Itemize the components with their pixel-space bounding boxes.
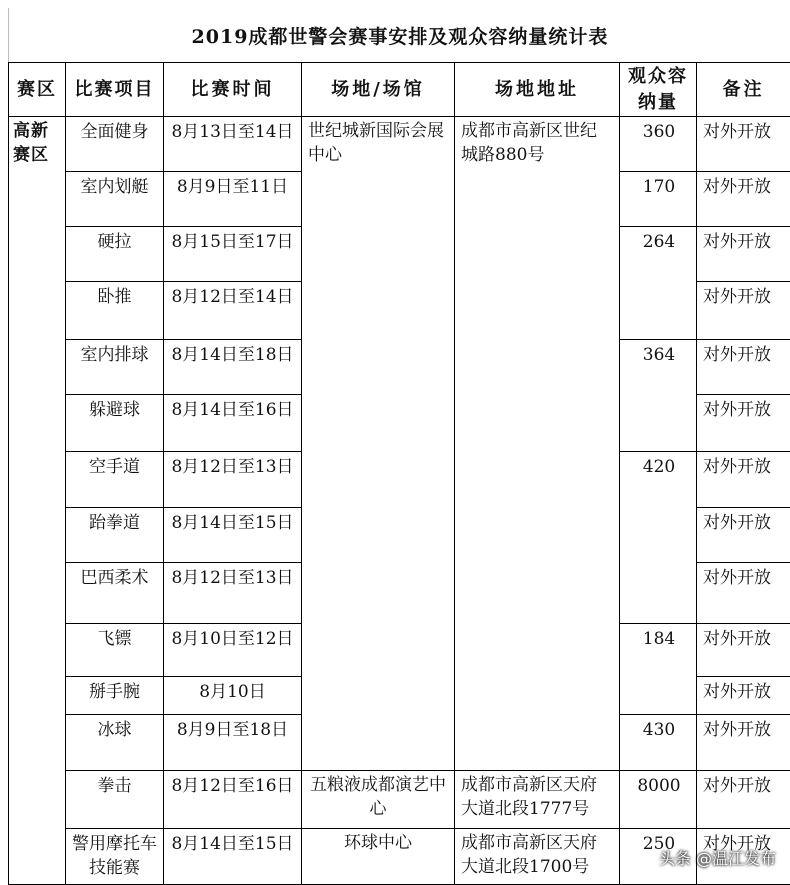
watermark: 头条 @温江发布 [659,846,776,869]
event-time: 8月14日至15日 [164,508,301,535]
time-cell [164,677,302,715]
venue-name: 世纪城新国际会展中心 [302,117,454,167]
event-name: 空手道 [66,452,163,479]
zone-label: 高新赛区 [9,117,65,167]
event-name: 跆拳道 [66,508,163,535]
capacity-value: 364 [620,340,696,367]
event-cell [66,227,164,282]
event-name: 躲避球 [66,395,163,422]
capacity-value: 360 [620,117,696,144]
header-capacity-line2: 纳量 [620,90,696,116]
remark-text: 对外开放 [697,771,790,798]
header-capacity-line1: 观众容 [620,64,696,90]
event-cell [66,282,164,340]
event-time: 8月14日至16日 [164,395,301,422]
remark-cell [697,677,790,715]
venue-address: 成都市高新区天府大道北段1777号 [455,771,619,821]
header-row [9,63,790,117]
event-cell [66,340,164,395]
remark-text: 对外开放 [697,117,790,144]
remark-cell [697,227,790,282]
time-cell [164,563,302,624]
time-cell [164,395,302,452]
schedule-table [8,62,790,885]
header-venue: 场地/场馆 [302,63,455,117]
table-row [9,117,790,172]
time-cell [164,771,302,829]
capacity-cell [620,172,697,227]
capacity-cell [620,771,697,829]
event-time: 8月12日至13日 [164,452,301,479]
address-cell [455,117,620,771]
time-cell [164,508,302,563]
time-cell [164,715,302,771]
event-time: 8月13日至14日 [164,117,301,144]
capacity-cell [620,340,697,452]
header-time: 比赛时间 [164,63,302,117]
remark-text: 对外开放 [697,282,790,309]
event-cell [66,452,164,508]
capacity-cell [620,715,697,771]
event-cell [66,771,164,829]
venue-address: 成都市高新区世纪城路880号 [455,117,619,167]
event-name: 掰手腕 [66,677,163,704]
event-cell [66,624,164,677]
venue-name: 五粮液成都演艺中心 [302,771,454,821]
header-event: 比赛项目 [66,63,164,117]
capacity-value: 250 [620,829,696,856]
event-name: 拳击 [66,771,163,798]
venue-address: 成都市高新区天府大道北段1700号 [455,829,619,879]
capacity-value: 184 [620,624,696,651]
event-name: 室内排球 [66,340,163,367]
time-cell [164,624,302,677]
remark-text: 对外开放 [697,452,790,479]
capacity-cell [620,117,697,172]
venue-name: 环球中心 [302,829,454,855]
event-cell [66,508,164,563]
event-name: 飞镖 [66,624,163,651]
time-cell [164,172,302,227]
capacity-cell [620,624,697,715]
table-title: 2019成都世警会赛事安排及观众容纳量统计表 [8,8,790,63]
event-name: 巴西柔术 [66,563,163,590]
event-cell [66,829,164,885]
event-time: 8月9日至18日 [164,715,301,742]
event-time: 8月12日至13日 [164,563,301,590]
remark-text: 对外开放 [697,563,790,590]
remark-text: 对外开放 [697,829,790,856]
capacity-value: 170 [620,172,696,199]
event-name: 全面健身 [66,117,163,144]
time-cell [164,452,302,508]
remark-text: 对外开放 [697,715,790,742]
time-cell [164,117,302,172]
event-time: 8月15日至17日 [164,227,301,254]
event-name: 卧推 [66,282,163,309]
remark-text: 对外开放 [697,227,790,254]
capacity-value: 430 [620,715,696,742]
capacity-cell [620,452,697,624]
remark-cell [697,282,790,340]
event-name: 硬拉 [66,227,163,254]
header-capacity [620,63,697,117]
event-cell [66,117,164,172]
event-name: 警用摩托车技能赛 [66,829,163,880]
remark-cell [697,395,790,452]
header-zone: 赛区 [9,63,66,117]
event-time: 8月14日至18日 [164,340,301,367]
remark-text: 对外开放 [697,172,790,199]
remark-text: 对外开放 [697,340,790,367]
remark-text: 对外开放 [697,624,790,651]
venue-cell [302,117,455,771]
remark-cell [697,340,790,395]
capacity-cell [620,227,697,340]
event-cell [66,677,164,715]
remark-cell [697,452,790,508]
address-cell [455,829,620,885]
header-remark: 备注 [697,63,790,117]
event-name: 室内划艇 [66,172,163,199]
remark-cell [697,715,790,771]
remark-cell [697,172,790,227]
remark-text: 对外开放 [697,395,790,422]
remark-text: 对外开放 [697,677,790,704]
time-cell [164,829,302,885]
capacity-value: 420 [620,452,696,479]
event-name: 冰球 [66,715,163,742]
venue-cell [302,829,455,885]
remark-cell [697,563,790,624]
event-cell [66,395,164,452]
remark-cell [697,117,790,172]
event-cell [66,172,164,227]
remark-cell [697,624,790,677]
capacity-value: 8000 [620,771,696,798]
event-time: 8月14日至15日 [164,829,301,856]
remark-cell [697,508,790,563]
event-cell [66,715,164,771]
event-time: 8月12日至14日 [164,282,301,309]
zone-cell [9,117,66,885]
event-time: 8月12日至16日 [164,771,301,798]
event-cell [66,563,164,624]
remark-cell [697,771,790,829]
time-cell [164,340,302,395]
event-time: 8月9日至11日 [164,172,301,199]
time-cell [164,282,302,340]
capacity-value: 264 [620,227,696,254]
address-cell [455,771,620,829]
header-address: 场地地址 [455,63,620,117]
remark-text: 对外开放 [697,508,790,535]
event-time: 8月10日至12日 [164,624,301,651]
table-row [9,771,790,829]
venue-cell [302,771,455,829]
time-cell [164,227,302,282]
event-time: 8月10日 [164,677,301,704]
